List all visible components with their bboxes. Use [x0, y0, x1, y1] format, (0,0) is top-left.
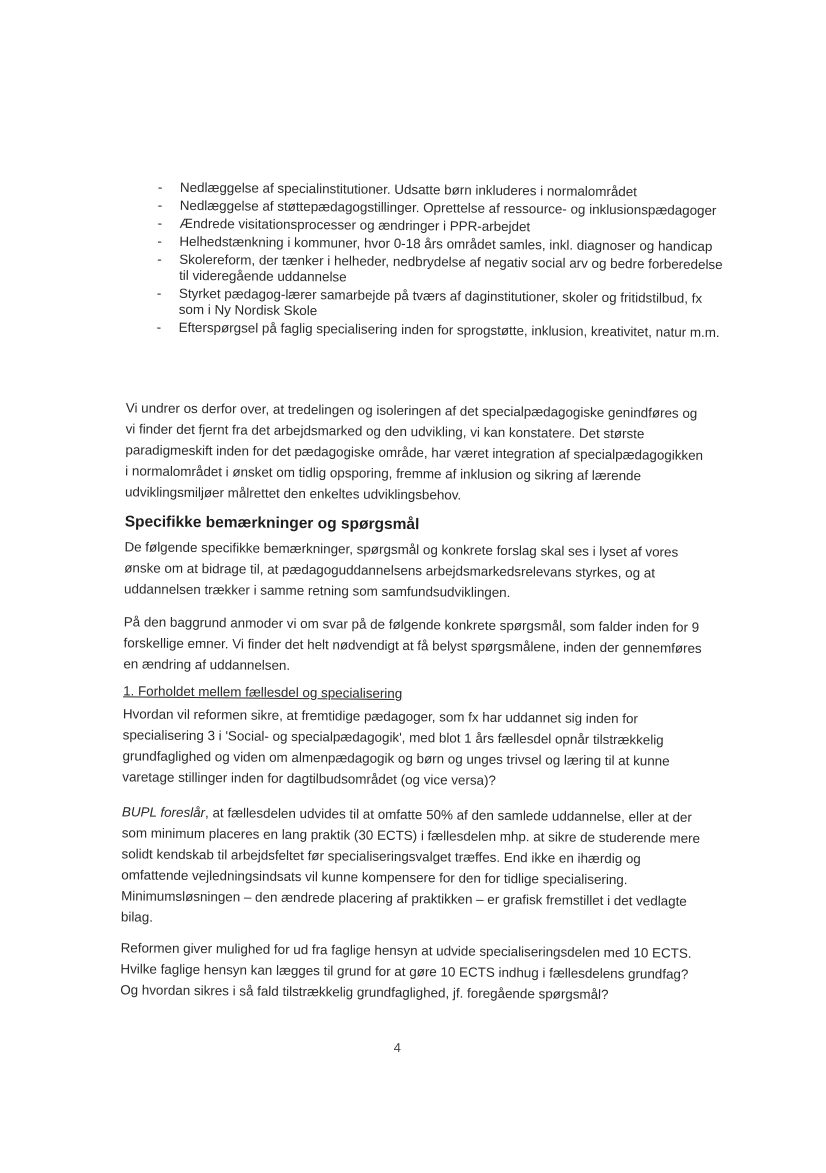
subsection-heading: 1. Forholdet mellem fællesdel og specialisering	[123, 683, 403, 702]
section-paragraph-2: På den baggrund anmoder vi om svar på de følgende konkrete spørgsmål, som falder inden for 9 forskellige emner. Vi finder det helt nødvendigt at få belyst spørgsmålene, inden der gennemføres en ændring af uddannelsen.	[123, 614, 702, 673]
bullet-item: - Skolereform, der tænker i helheder, nedbrydelse af negativ social arv og bedre forberedelse til videregående uddannelse	[153, 252, 723, 289]
bullet-item: - Styrket pædagog-lærer samarbejde på tværs af daginstitutioner, skoler og fritidstilbud, fx som i Ny Nordisk Skole	[153, 286, 723, 323]
bullet-item: - Helhedstænkning i kommuner, hvor 0-18 års området samles, inkl. diagnoser og handicap	[153, 234, 723, 255]
bullet-item: - Nedlæggelse af specialinstitutioner. Udsatte børn inkluderes i normalområdet	[154, 180, 724, 201]
bupl-lead: BUPL foreslår	[121, 804, 206, 821]
bullet-item: - Ændrede visitationsprocesser og ændringer i PPR-arbejdet	[154, 216, 724, 237]
bullet-item: - Efterspørgsel på faglig specialisering inden for sprogstøtte, inklusion, kreativitet, natur m.m.	[153, 320, 723, 341]
bupl-proposal-text: , at fællesdelen udvides til at omfatte 50% af den samlede uddannelse, eller at der som minimum placeres en lang praktik (30 ECTS) i fællesdelen mhp. at sikre de studerende mere solidt kendskab til arbejdsfeltet før specialiseringsvalget træffes. End ikke en ihærdig og omfattende vejledningsindsats vil kunne kompensere for den for tidlige specialisering. Minimumsløsningen – den ændrede placering af praktikken – er grafisk fremstillet i det vedlagte bilag.	[120, 805, 701, 925]
question-2-paragraph: Reformen giver mulighed for ud fra faglige hensyn at udvide specialiseringsdelen med 10 ECTS. Hvilke faglige hensyn kan lægges til grund for at gøre 10 ECTS indhug i fællesdelens grundfag? Og hvordan sikres i så fald tilstrækkelig grundfaglighed, jf. foregående spørgsmål?	[120, 940, 692, 1003]
bupl-proposal-paragraph	[121, 801, 702, 933]
intro-paragraph: Vi undrer os derfor over, at tredelingen og isoleringen af det specialpædagogiske genindføres og vi finder det fjernt fra det arbejdsmarked og den udvikling, vi kan konstatere. Det største paradigmeskift inden for det pædagogiske område, har været integration af specialpædagogikken i normalområdet i ønsket om tidlig opsporing, fremme af inklusion og sikring af lærende udviklingsmiljøer målrettet den enkeltes udviklingsbehov.	[124, 400, 704, 503]
bullet-list	[153, 180, 724, 343]
section-paragraph-1: De følgende specifikke bemærkninger, spørgsmål og konkrete forslag skal ses i lyset af vores ønske om at bidrage til, at pædagoguddannelsens arbejdsmarkedsrelevans styrkes, og at uddannelsen trækker i samme retning som samfundsudviklingen.	[124, 539, 679, 601]
question-1-paragraph: Hvordan vil reformen sikre, at fremtidige pædagoger, som fx har uddannet sig inden for specialisering 3 i 'Social- og specialpædagogik', med blot 1 års fællesdel opnår tilstrækkelig grundfaglighed og viden om almenpædagogik og børn og unges trivsel og læring til at kunne varetage stillinger inden for dagtilbudsområdet (og vice versa)?	[122, 706, 670, 788]
bullet-item: - Nedlæggelse af støttepædagogstillinger. Oprettelse af ressource- og inklusionspædagoger	[154, 198, 724, 219]
section-heading: Specifikke bemærkninger og spørgsmål	[124, 513, 420, 534]
page-number: 4	[393, 1039, 402, 1056]
